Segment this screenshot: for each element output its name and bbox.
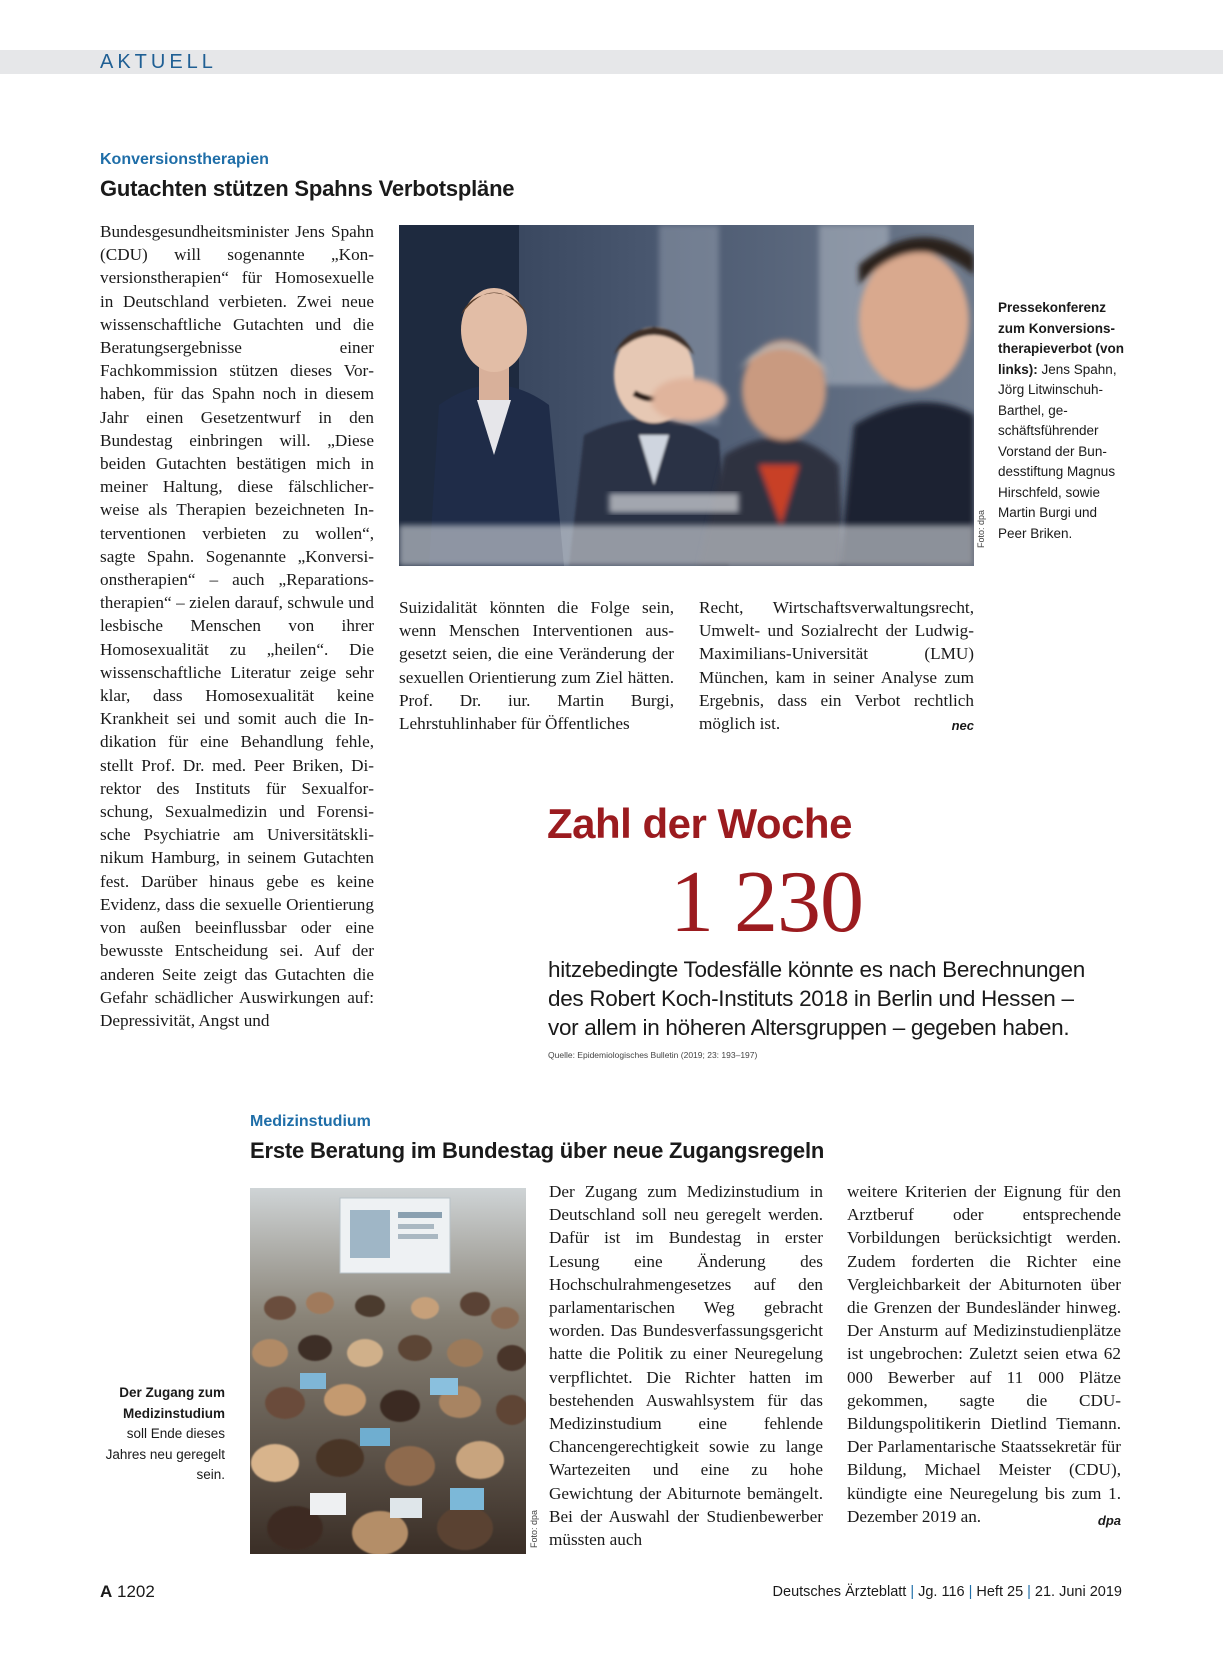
article1-column-2: Suizidalität könnten die Folge sein, wenn Menschen Interventionen ausgesetzt seien, die eine Veränderung der sexuellen Orientierung zum Ziel hätten. Prof. Dr. iur. Martin Burgi, Lehrstuhlinhaber für Öffentliches (399, 598, 674, 734)
caption-1-text: Jens Spahn, Jörg Litwinschuh-Barthel, geschäftsführender Vorstand der Bundesstiftung Magnus Hirschfeld, sowie Martin Burgi und Peer Briken. (998, 361, 1117, 541)
article1-column-3-text: Recht, Wirtschaftsverwaltungsrecht, Umwelt- und Sozialrecht der Ludwig-Maximilians-Universität (LMU) München, kam in seiner Analyse zum Ergebnis, dass ein Verbot rechtlich möglich ist. (699, 598, 974, 734)
caption-2-text: soll Ende dieses Jahres neu geregelt sein. (105, 1426, 225, 1482)
caption-1-bold: Pressekonferenz zum Konversionstherapieverbot (von links): (998, 300, 1125, 377)
section-label: AKTUELL (100, 51, 217, 73)
journal-name: Deutsches Ärzteblatt (772, 1584, 907, 1600)
zahl-der-woche-number: 1 230 (670, 854, 863, 951)
zahl-der-woche-line-1: hitzebedingte Todesfälle könnte es nach Berechnungen (548, 957, 1085, 982)
page-number (100, 1582, 155, 1602)
press-conference-photo (399, 225, 974, 566)
photo-credit-1: Foto: dpa (976, 510, 986, 549)
zahl-der-woche-line-3: vor allem in höheren Altersgruppen – gegeben haben. (548, 1015, 1070, 1040)
article1-column-1: Bundesgesundheitsminister Jens Spahn (CDU) will sogenannte „Konversionstherapien“ für Homosexuelle in Deutschland verbieten. Zwei neue wissenschaftliche Gutachten und die Beratungsergebnisse einer Fachkommission stützen dieses Vorhaben, für das Spahn noch in diesem Jahr einen Gesetzentwurf in den Bundestag einbringen will. „Diese beiden Gutachten bestätigen mich in meiner Haltung, diese fälschlicherweise als Therapien bezeichneten Interventionen verbieten zu wollen“, sagte Spahn. Sogenannte „Konversionstherapien“ – auch „Reparationstherapien“ – zielen darauf, schwule und lesbische Menschen von ihrer Homosexualität zu „heilen“. Die wissenschaftliche Literatur zeige sehr klar, dass Homosexualität keine Krankheit sei und somit auch die Indikation für eine Behandlung fehle, stellt Prof. Dr. med. Peer Briken, Direktor des Instituts für Sexualforschung, Sexualmedizin und Forensische Psychiatrie am Universitätsklinikum Hamburg, in seinem Gutachten fest. Darüber hinaus gebe es keine Evidenz, dass die sexuelle Orientierung von außen beeinflussbar oder eine bewusste Entscheidung sei. Auf der anderen Seite zeigt das Gutachten die Gefahr schädlicher Auswirkungen auf: Depressivität, Angst und (100, 222, 374, 1030)
article1-headline: Gutachten stützen Spahns Verbotspläne (100, 176, 515, 201)
article2-column-1: Der Zugang zum Medizinstudium in Deutschland soll neu geregelt werden. Dafür ist im Bundestag in erster Lesung eine Änderung des Hochschulrahmengesetzes auf den parlamentarischen Weg gebracht worden. Das Bundesverfassungsgericht hatte die Politik zu einer Neuregelung verpflichtet. Die Richter hatten im bestehenden Auswahlsystem für das Medizinstudium eine fehlende Chancengerechtigkeit sowie zu lange Wartezeiten und eine zu hohe Gewichtung der Abiturnote bemängelt. Bei der Auswahl der Studienbewerber müssten auch (549, 1182, 823, 1550)
article2-column-2-text: weitere Kriterien der Eignung für den Arztberuf oder entsprechende Vorbildungen berücksichtigt werden. Zudem forderten die Richter eine Vergleichbarkeit der Abiturnoten über die Grenzen der Bundesländer hinweg. Der Ansturm auf Medizinstudienplätze ist ungebrochen: Zuletzt seien etwa 62 000 Bewerber auf 11 000 Plätze gekommen, sagte die CDU-Bildungspolitikerin Dietlind Tiemann. Der Parlamentarische Staatssekretär für Bildung, Michael Meister (CDU), kündigte eine Neuregelung bis zum 1. Dezember 2019 an. (847, 1182, 1121, 1526)
article1-column-3 (699, 596, 974, 737)
article2-column-2 (847, 1180, 1121, 1532)
caption-2-bold: Der Zugang zum Medizinstudium (119, 1385, 225, 1421)
zahl-der-woche-title: Zahl der Woche (547, 800, 852, 847)
article2-kicker: Medizinstudium (250, 1113, 371, 1130)
journal-issue: Heft 25 (976, 1584, 1024, 1600)
page-prefix: A (100, 1582, 113, 1601)
lecture-hall-photo (250, 1188, 526, 1554)
zahl-der-woche-source: Quelle: Epidemiologisches Bulletin (2019; 23: 193–197) (548, 1050, 758, 1060)
photo-caption-1 (998, 298, 1128, 544)
page-number-value: 1202 (117, 1582, 155, 1601)
journal-volume: Jg. 116 (918, 1584, 965, 1600)
article1-signature: nec (951, 718, 974, 734)
journal-date: 21. Juni 2019 (1034, 1584, 1122, 1600)
article2-signature: dpa (1097, 1512, 1121, 1528)
photo-caption-2 (90, 1383, 225, 1486)
zahl-der-woche-line-2: des Robert Koch-Instituts 2018 in Berlin und Hessen – (548, 986, 1074, 1011)
article1-kicker: Konversionstherapien (100, 151, 269, 168)
photo-credit-2: Foto: dpa (529, 1510, 539, 1549)
zahl-der-woche-text (548, 955, 1088, 1042)
article2-headline: Erste Beratung im Bundestag über neue Zugangsregeln (250, 1138, 825, 1163)
journal-footer: Deutsches Ärzteblatt | Jg. 116 | Heft 25 | 21. Juni 2019 (772, 1584, 1122, 1600)
